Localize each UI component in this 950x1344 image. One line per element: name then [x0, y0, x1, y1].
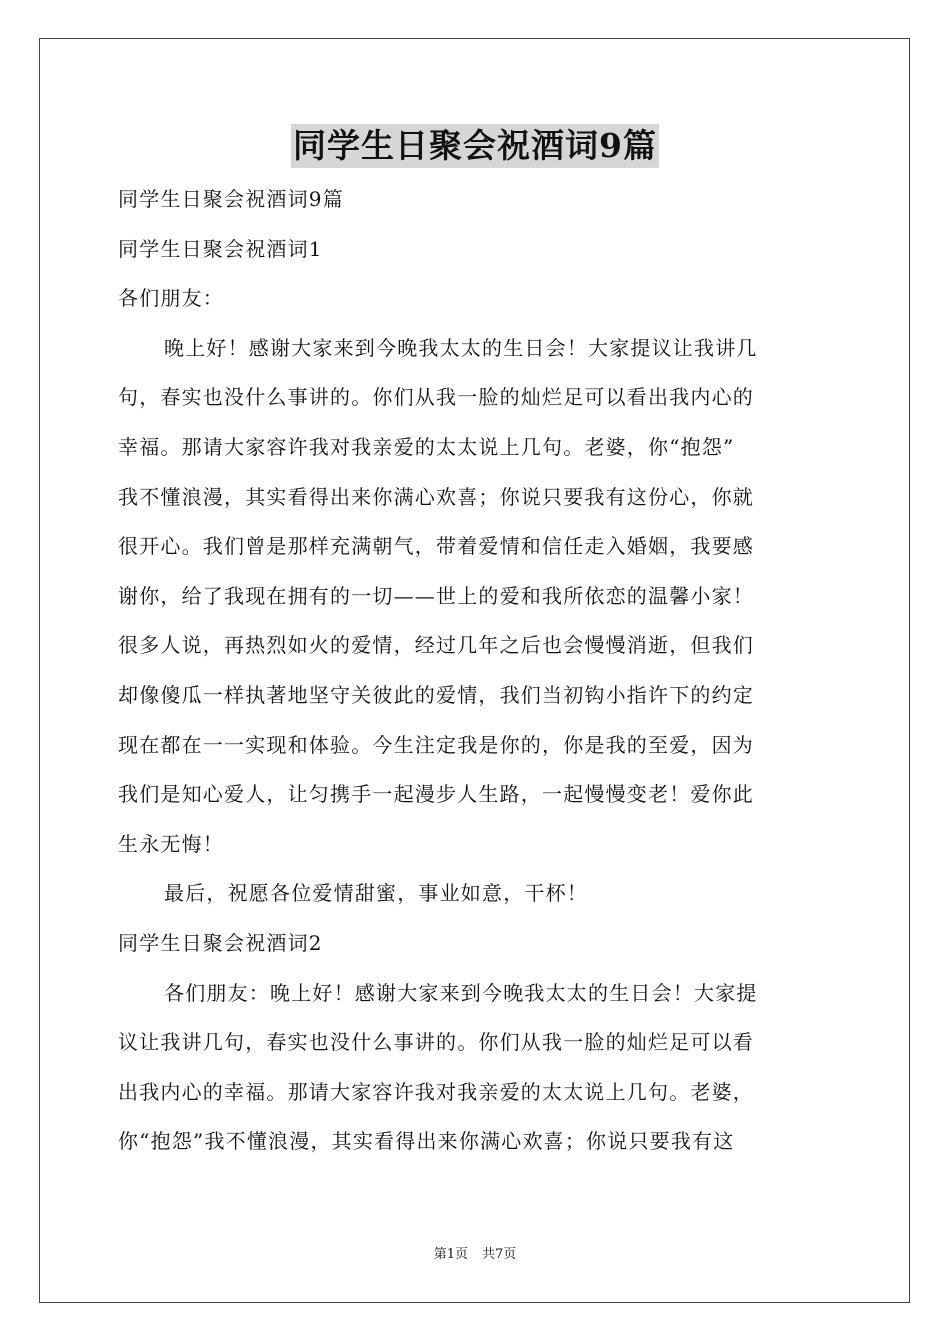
title-container	[0, 124, 950, 168]
paragraph-line: 我不懂浪漫，其实看得出来你满心欢喜；你说只要我有这份心，你就	[118, 484, 754, 509]
document-title: 同学生日聚会祝酒词9篇	[291, 124, 659, 168]
paragraph-line: 议让我讲几句，春实也没什么事讲的。你们从我一脸的灿烂足可以看	[118, 1030, 754, 1055]
document-body	[118, 175, 832, 1167]
paragraph-line: 现在都在一一实现和体验。今生注定我是你的，你是我的至爱，因为	[118, 732, 754, 757]
paragraph-line: 很开心。我们曾是那样充满朝气，带着爱情和信任走入婚姻，我要感	[118, 534, 754, 559]
section-heading-1: 同学生日聚会祝酒词1	[118, 236, 323, 261]
salutation: 各们朋友：	[118, 286, 224, 311]
paragraph-line: 很多人说，再热烈如火的爱情，经过几年之后也会慢慢消逝，但我们	[118, 633, 754, 658]
paragraph-line: 最后，祝愿各位爱情甜蜜，事业如意，干杯！	[164, 881, 588, 906]
paragraph-line: 幸福。那请大家容许我对我亲爱的太太说上几句。老婆，你“抱怨”	[118, 434, 735, 459]
page-number-current: 第1页	[433, 1247, 468, 1262]
page-footer	[0, 1245, 950, 1265]
paragraph-line: 生永无悔！	[118, 831, 224, 856]
paragraph-line: 句，春实也没什么事讲的。你们从我一脸的灿烂足可以看出我内心的	[118, 385, 754, 410]
paragraph-line: 各们朋友：晚上好！感谢大家来到今晚我太太的生日会！大家提	[164, 980, 758, 1005]
paragraph-line: 晚上好！感谢大家来到今晚我太太的生日会！大家提议让我讲几	[164, 335, 758, 360]
paragraph-line: 我们是知心爱人，让匀携手一起漫步人生路，一起慢慢变老！爱你此	[118, 782, 754, 807]
section-heading-2: 同学生日聚会祝酒词2	[118, 930, 323, 955]
subtitle-line: 同学生日聚会祝酒词9篇	[118, 187, 344, 211]
page-number-total: 共7页	[482, 1247, 517, 1262]
paragraph-line: 出我内心的幸福。那请大家容许我对我亲爱的太太说上几句。老婆，	[118, 1079, 754, 1104]
paragraph-line: 却像傻瓜一样执著地坚守关彼此的爱情，我们当初钩小指许下的约定	[118, 682, 754, 707]
paragraph-line: 你“抱怨”我不懂浪漫，其实看得出来你满心欢喜；你说只要我有这	[118, 1129, 735, 1154]
paragraph-line: 谢你，给了我现在拥有的一切——世上的爱和我所依恋的温馨小家！	[118, 583, 754, 608]
